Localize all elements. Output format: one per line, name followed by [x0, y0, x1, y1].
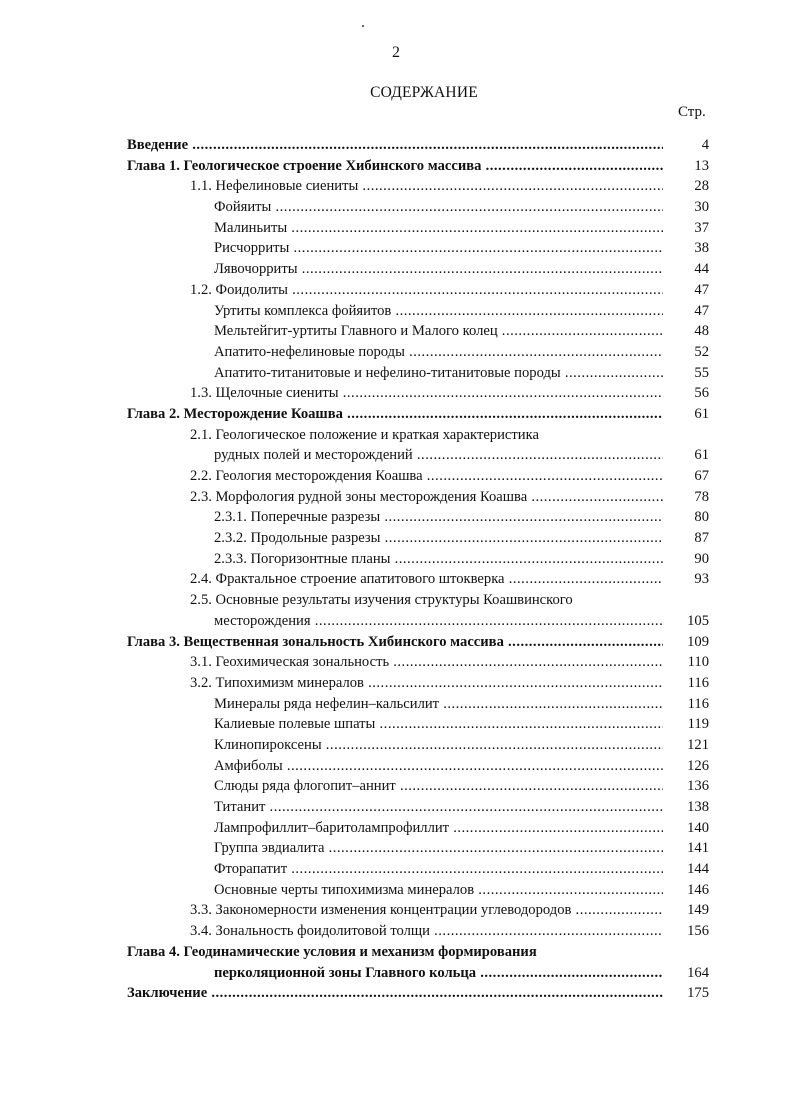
- page-column-label: Стр.: [678, 104, 706, 120]
- toc-entry: [0, 900, 792, 921]
- toc-entry: [0, 632, 792, 653]
- toc-entry: [0, 507, 792, 528]
- toc-entry: [0, 363, 792, 384]
- toc-entry-page: 44: [694, 261, 709, 278]
- toc-entry-title: Апатито-нефелиновые породы .....: [214, 342, 663, 363]
- toc-entry: [0, 280, 792, 301]
- toc-entry: [0, 301, 792, 322]
- toc-entry: [0, 383, 792, 404]
- scan-speck: [362, 25, 364, 27]
- toc-entry-page: 61: [694, 405, 709, 422]
- toc-entry-title: Слюды ряда флогопит–аннит .....: [214, 776, 663, 797]
- toc-entry-title: Глава 2. Месторождение Коашва .....: [127, 404, 663, 425]
- toc-entry-page: 146: [687, 881, 709, 898]
- toc-entry-title: 2.3.1. Поперечные разрезы .....: [214, 507, 663, 528]
- toc-entry-page: 164: [687, 964, 709, 981]
- table-of-contents: [0, 135, 792, 1004]
- toc-entry-title: Уртиты комплекса фойяитов .....: [214, 301, 663, 322]
- toc-entry-page: 56: [694, 385, 709, 402]
- toc-entry: [0, 135, 792, 156]
- toc-entry-title: Амфиболы .....: [214, 756, 663, 777]
- toc-entry: [0, 673, 792, 694]
- toc-entry: [0, 197, 792, 218]
- toc-entry: [0, 652, 792, 673]
- toc-entry-title: 2.3.3. Погоризонтные планы .....: [214, 549, 663, 570]
- toc-entry: [0, 818, 792, 839]
- toc-entry: [0, 259, 792, 280]
- toc-entry-title: Титанит .....: [214, 797, 663, 818]
- toc-entry-title: 2.5. Основные результаты изучения структуры Коашвинского: [190, 592, 573, 609]
- toc-entry-title: Глава 3. Вещественная зональность Хибинского массива .....: [127, 632, 663, 653]
- toc-entry: [0, 797, 792, 818]
- toc-entry: [0, 880, 792, 901]
- toc-entry-title: Минералы ряда нефелин–кальсилит .....: [214, 694, 663, 715]
- toc-entry-title: 2.4. Фрактальное строение апатитового штокверка .....: [190, 569, 663, 590]
- toc-entry-page: 61: [694, 447, 709, 464]
- toc-entry: [0, 321, 792, 342]
- toc-entry: [0, 549, 792, 570]
- toc-entry: [0, 425, 792, 446]
- toc-entry-page: 109: [687, 633, 709, 650]
- toc-entry-title: Мельтейгит-уртиты Главного и Малого колец .....: [214, 321, 663, 342]
- toc-entry-title: 3.4. Зональность фоидолитовой толщи .....: [190, 921, 663, 942]
- toc-entry-page: 149: [687, 902, 709, 919]
- toc-entry-page: 37: [694, 219, 709, 236]
- toc-entry-page: 47: [694, 302, 709, 319]
- toc-entry-page: 126: [687, 757, 709, 774]
- toc-entry: [0, 466, 792, 487]
- toc-entry-title: Клинопироксены .....: [214, 735, 663, 756]
- toc-entry-page: 116: [687, 695, 709, 712]
- toc-entry-title: 1.2. Фоидолиты .....: [190, 280, 663, 301]
- toc-entry-title: рудных полей и месторождений .....: [214, 445, 663, 466]
- page-title: СОДЕРЖАНИЕ: [370, 84, 478, 101]
- toc-entry: [0, 921, 792, 942]
- toc-entry-title: 3.2. Типохимизм минералов .....: [190, 673, 663, 694]
- toc-entry-page: 30: [694, 199, 709, 216]
- toc-entry: [0, 342, 792, 363]
- toc-entry-page: 52: [694, 343, 709, 360]
- toc-entry-title: Глава 4. Геодинамические условия и механизм формирования: [127, 943, 537, 960]
- toc-entry: [0, 963, 792, 984]
- toc-entry-page: 28: [694, 178, 709, 195]
- toc-entry: [0, 569, 792, 590]
- toc-entry-title: Рисчорриты .....: [214, 238, 663, 259]
- toc-entry-title: Фойяиты .....: [214, 197, 663, 218]
- toc-entry-title: 1.3. Щелочные сиениты .....: [190, 383, 663, 404]
- toc-entry-page: 119: [687, 716, 709, 733]
- toc-entry-title: 1.1. Нефелиновые сиениты .....: [190, 176, 663, 197]
- toc-entry-page: 121: [687, 736, 709, 753]
- toc-entry-title: 3.1. Геохимическая зональность .....: [190, 652, 663, 673]
- toc-entry-title: Лампрофиллит–баритолампрофиллит .....: [214, 818, 663, 839]
- toc-entry-page: 13: [694, 157, 709, 174]
- toc-entry: [0, 611, 792, 632]
- toc-entry-title: Калиевые полевые шпаты .....: [214, 714, 663, 735]
- toc-entry-title: Глава 1. Геологическое строение Хибинского массива .....: [127, 156, 663, 177]
- toc-entry-page: 105: [687, 612, 709, 629]
- toc-entry-title: 2.3. Морфология рудной зоны месторождения Коашва .....: [190, 487, 663, 508]
- toc-entry-title: Фторапатит .....: [214, 859, 663, 880]
- toc-entry-page: 80: [694, 509, 709, 526]
- toc-entry: [0, 528, 792, 549]
- toc-entry-title: 2.3.2. Продольные разрезы .....: [214, 528, 663, 549]
- toc-entry: [0, 776, 792, 797]
- toc-entry-title: 2.2. Геология месторождения Коашва .....: [190, 466, 663, 487]
- toc-entry-page: 90: [694, 550, 709, 567]
- toc-entry-title: Группа эвдиалита .....: [214, 838, 663, 859]
- toc-entry: [0, 404, 792, 425]
- toc-entry-page: 55: [694, 364, 709, 381]
- toc-entry-title: Лявочорриты .....: [214, 259, 663, 280]
- toc-entry: [0, 487, 792, 508]
- toc-entry-page: 175: [687, 985, 709, 1002]
- toc-entry: [0, 238, 792, 259]
- toc-entry-page: 78: [694, 488, 709, 505]
- toc-entry-page: 47: [694, 281, 709, 298]
- toc-entry: [0, 942, 792, 963]
- toc-entry-page: 141: [687, 840, 709, 857]
- toc-entry-page: 67: [694, 468, 709, 484]
- toc-entry: [0, 735, 792, 756]
- toc-entry-page: 93: [694, 571, 709, 588]
- toc-entry-title: Заключение .....: [127, 983, 663, 1004]
- toc-entry: [0, 156, 792, 177]
- toc-entry: [0, 714, 792, 735]
- toc-entry-title: 2.1. Геологическое положение и краткая характеристика: [190, 426, 539, 443]
- toc-entry-title: Введение .....: [127, 135, 663, 156]
- toc-entry-page: 116: [687, 674, 709, 691]
- toc-entry-page: 110: [687, 654, 709, 671]
- page-number: 2: [392, 44, 400, 61]
- toc-entry-page: 87: [694, 530, 709, 547]
- toc-entry-page: 48: [694, 323, 709, 340]
- toc-entry-page: 38: [694, 240, 709, 257]
- toc-entry: [0, 838, 792, 859]
- toc-entry-title: Апатито-титанитовые и нефелино-титанитовые породы .....: [214, 363, 663, 384]
- toc-entry: [0, 756, 792, 777]
- toc-entry: [0, 694, 792, 715]
- toc-entry: [0, 983, 792, 1004]
- toc-entry: [0, 590, 792, 611]
- toc-entry-page: 156: [687, 923, 709, 940]
- toc-entry-page: 138: [687, 799, 709, 815]
- toc-entry-title: 3.3. Закономерности изменения концентрации углеводородов .....: [190, 900, 663, 921]
- toc-entry: [0, 859, 792, 880]
- toc-entry-title: Малиньиты .....: [214, 218, 663, 239]
- toc-entry-title: месторождения .....: [214, 611, 663, 632]
- toc-entry-title: перколяционной зоны Главного кольца .....: [214, 963, 663, 984]
- toc-entry-page: 140: [687, 819, 709, 836]
- toc-entry-title: Основные черты типохимизма минералов .....: [214, 880, 663, 901]
- toc-entry: [0, 218, 792, 239]
- toc-entry-page: 4: [701, 137, 709, 153]
- toc-entry: [0, 445, 792, 466]
- toc-entry-page: 144: [687, 861, 709, 878]
- toc-entry: [0, 176, 792, 197]
- toc-entry-page: 136: [687, 778, 709, 795]
